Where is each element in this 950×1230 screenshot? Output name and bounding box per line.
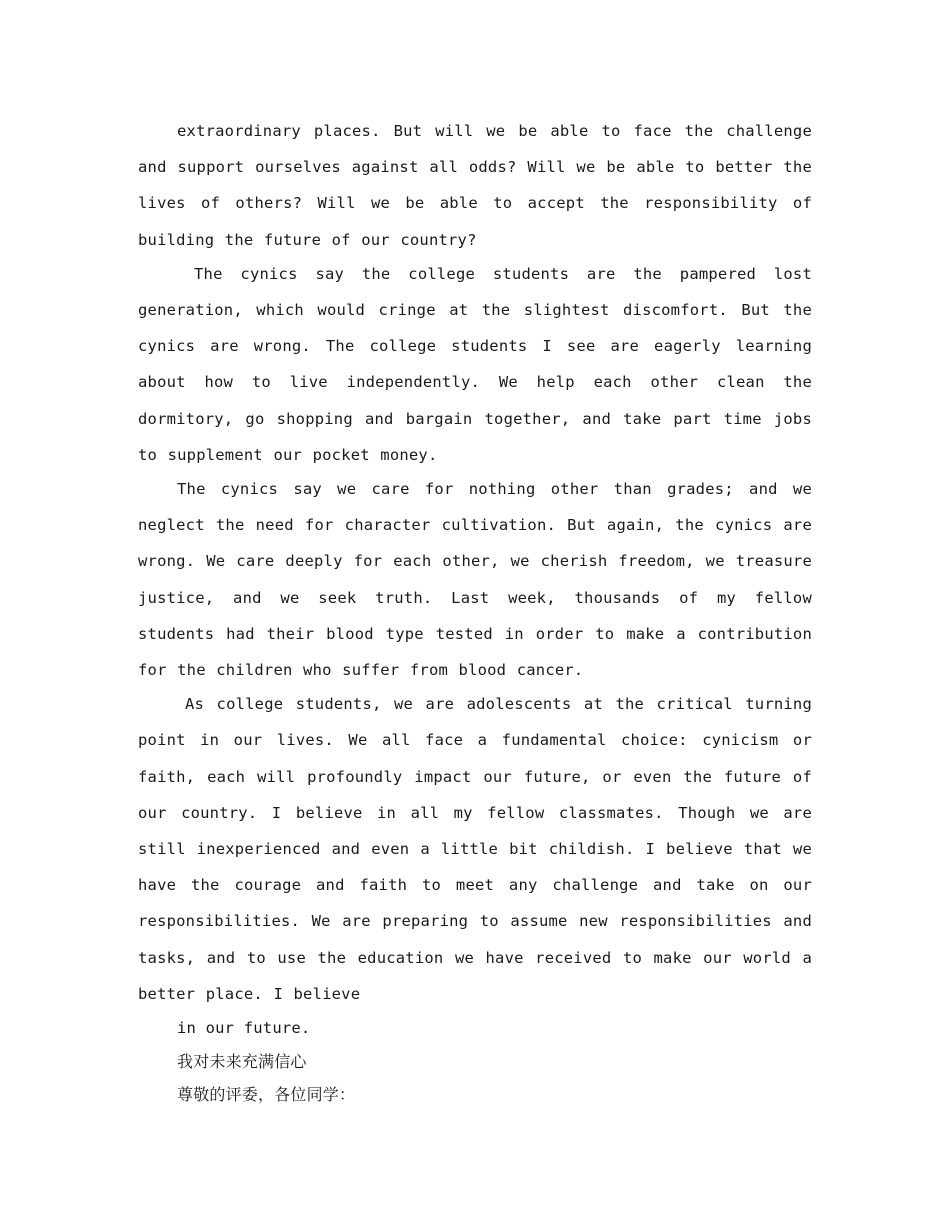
paragraph-cynics-lost-generation: The cynics say the college students are the pampered lost generation, which would cringe at the slightest discomfort. But the cynics are wrong. The college students I see are eagerly learning about how to live independently. We help each other clean the dormitory, go shopping and bargain together, and take part time jobs to supplement our pocket money. — [138, 264, 812, 464]
paragraph-challenge: extraordinary places. But will we be able to face the challenge and support ourselves against all odds? Will we be able to better the lives of others? Will we be able to accept the responsibility of building the future of our country? — [138, 122, 812, 249]
document-body — [138, 113, 812, 1111]
paragraph-cynics-grades: The cynics say we care for nothing other than grades; and we neglect the need for character cultivation. But again, the cynics are wrong. We care deeply for each other, we cherish freedom, we treasure justice, and we seek truth. Last week, thousands of my fellow students had their blood type tested in order to make a contribution for the children who suffer from blood cancer. — [138, 480, 812, 680]
closing-line: in our future. — [177, 1019, 311, 1038]
chinese-title: 我对未来充满信心 — [177, 1052, 307, 1072]
chinese-salutation: 尊敬的评委，各位同学： — [177, 1085, 356, 1105]
paragraph-college-students: As college students, we are adolescents at the critical turning point in our lives. We all face a fundamental choice: cynicism or faith, each will profoundly impact our future, or even the future of our country. I believe in all my fellow classmates. Though we are still inexperienced and even a little bit childish. I believe that we have the courage and faith to meet any challenge and take on our responsibilities. We are preparing to assume new responsibilities and tasks, and to use the education we have received to make our world a better place. I believe — [138, 695, 812, 1003]
